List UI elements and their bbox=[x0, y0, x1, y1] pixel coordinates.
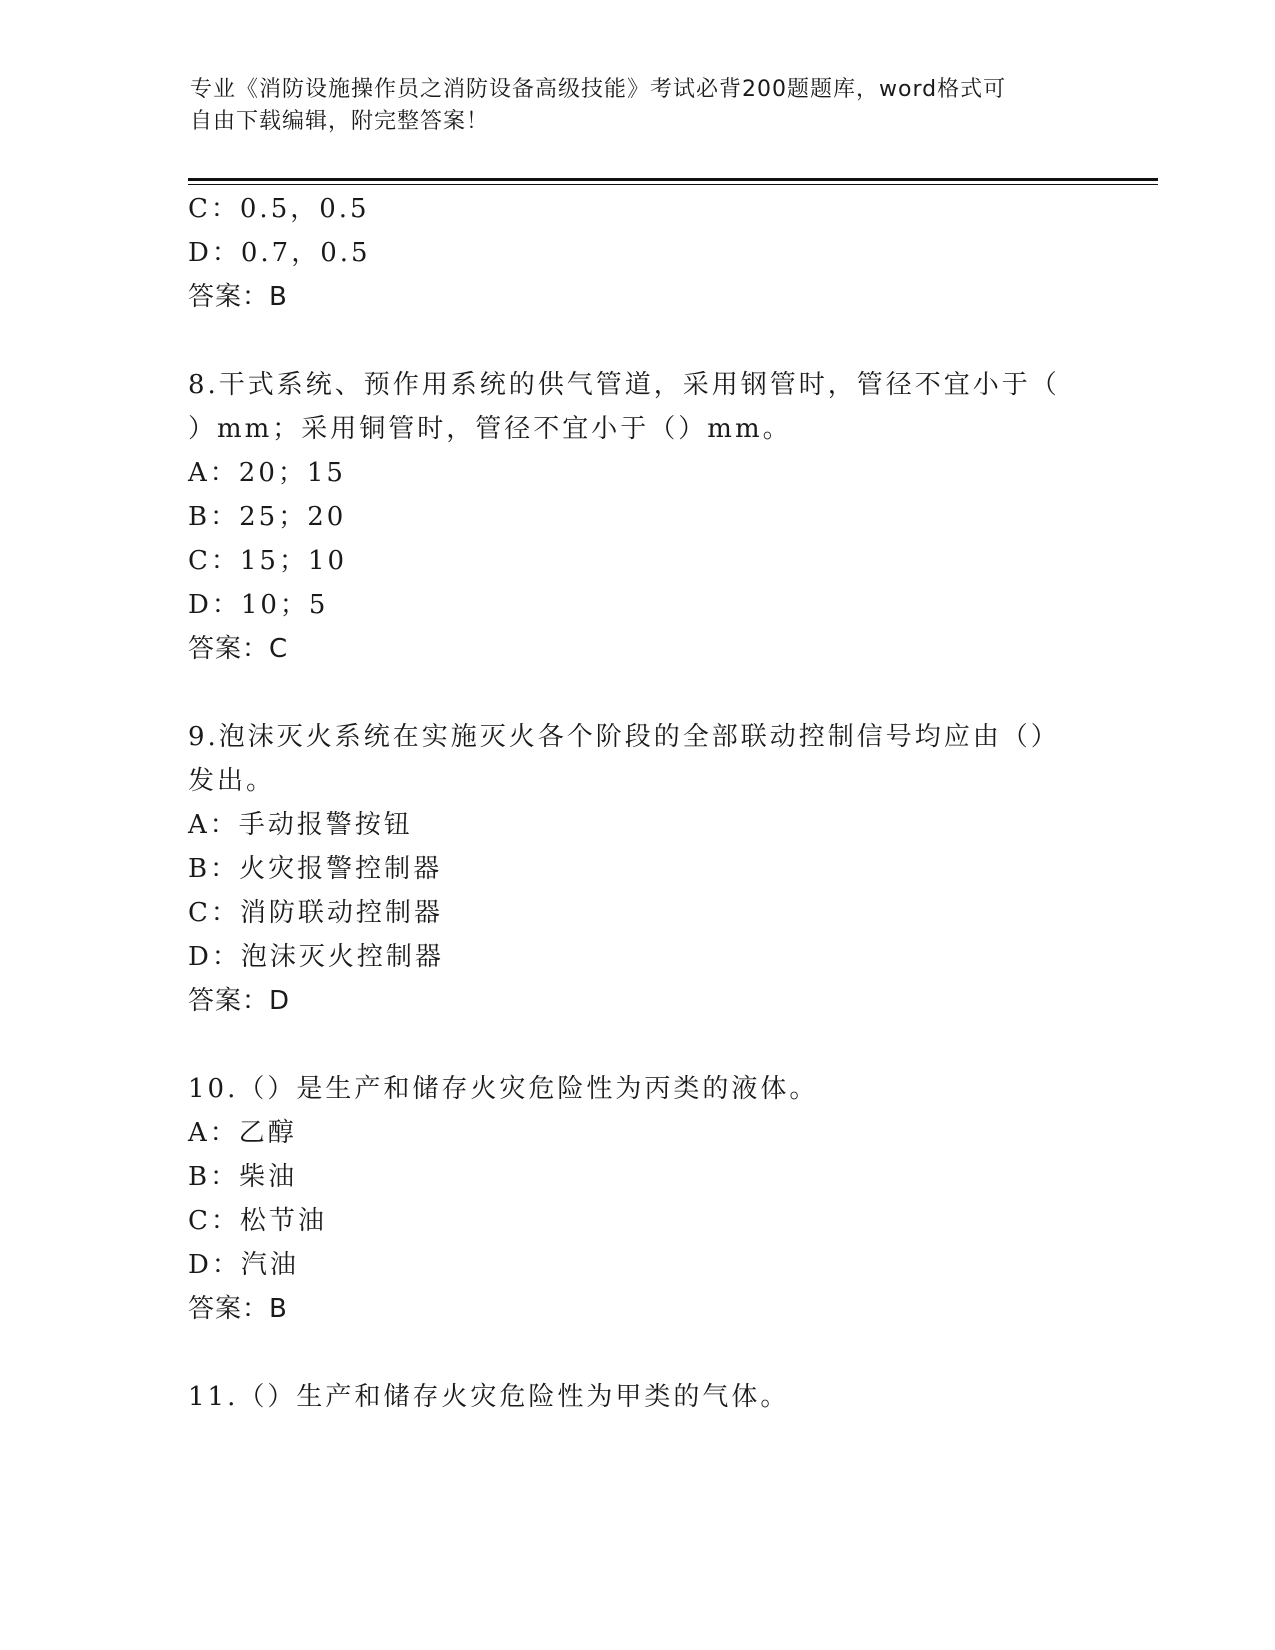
q8-option-b: B：25；20 bbox=[188, 502, 347, 532]
q10-option-d: D：汽油 bbox=[188, 1250, 299, 1280]
q8-option-d: D：10；5 bbox=[188, 590, 329, 620]
header-line-2: 自由下载编辑，附完整答案！ bbox=[190, 109, 490, 134]
q10-answer: 答案：B bbox=[188, 1294, 288, 1324]
prev-option-d: D：0.7，0.5 bbox=[188, 238, 371, 268]
header-rule-thin bbox=[188, 184, 1158, 185]
q10-option-a: A：乙醇 bbox=[188, 1118, 297, 1148]
q9-stem-line-1: 9.泡沫灭火系统在实施灭火各个阶段的全部联动控制信号均应由（） bbox=[188, 722, 1060, 752]
prev-answer: 答案：B bbox=[188, 282, 288, 312]
q9-option-a: A：手动报警按钮 bbox=[188, 810, 413, 840]
q10-stem-line-1: 10.（）是生产和储存火灾危险性为丙类的液体。 bbox=[188, 1074, 819, 1104]
q9-answer: 答案：D bbox=[188, 986, 291, 1016]
q9-option-c: C：消防联动控制器 bbox=[188, 898, 443, 928]
document-header bbox=[190, 74, 1090, 138]
q9-option-d: D：泡沫灭火控制器 bbox=[188, 942, 444, 972]
q10-option-b: B：柴油 bbox=[188, 1162, 298, 1192]
q11-stem-line-1: 11.（）生产和储存火灾危险性为甲类的气体。 bbox=[188, 1382, 790, 1412]
header-line-1: 专业《消防设施操作员之消防设备高级技能》考试必背200题题库，word格式可 bbox=[190, 77, 1007, 102]
prev-option-c: C：0.5，0.5 bbox=[188, 194, 370, 224]
header-rule-thick bbox=[188, 178, 1158, 181]
q9-stem-line-2: 发出。 bbox=[188, 766, 276, 796]
q10-option-c: C：松节油 bbox=[188, 1206, 327, 1236]
q8-answer: 答案：C bbox=[188, 634, 289, 664]
q8-option-c: C：15；10 bbox=[188, 546, 348, 576]
q8-stem-line-2: ）mm；采用铜管时，管径不宜小于（）mm。 bbox=[188, 414, 792, 444]
q8-option-a: A：20；15 bbox=[188, 458, 346, 488]
q9-option-b: B：火灾报警控制器 bbox=[188, 854, 443, 884]
q8-stem-line-1: 8.干式系统、预作用系统的供气管道，采用钢管时，管径不宜小于（ bbox=[188, 370, 1060, 400]
